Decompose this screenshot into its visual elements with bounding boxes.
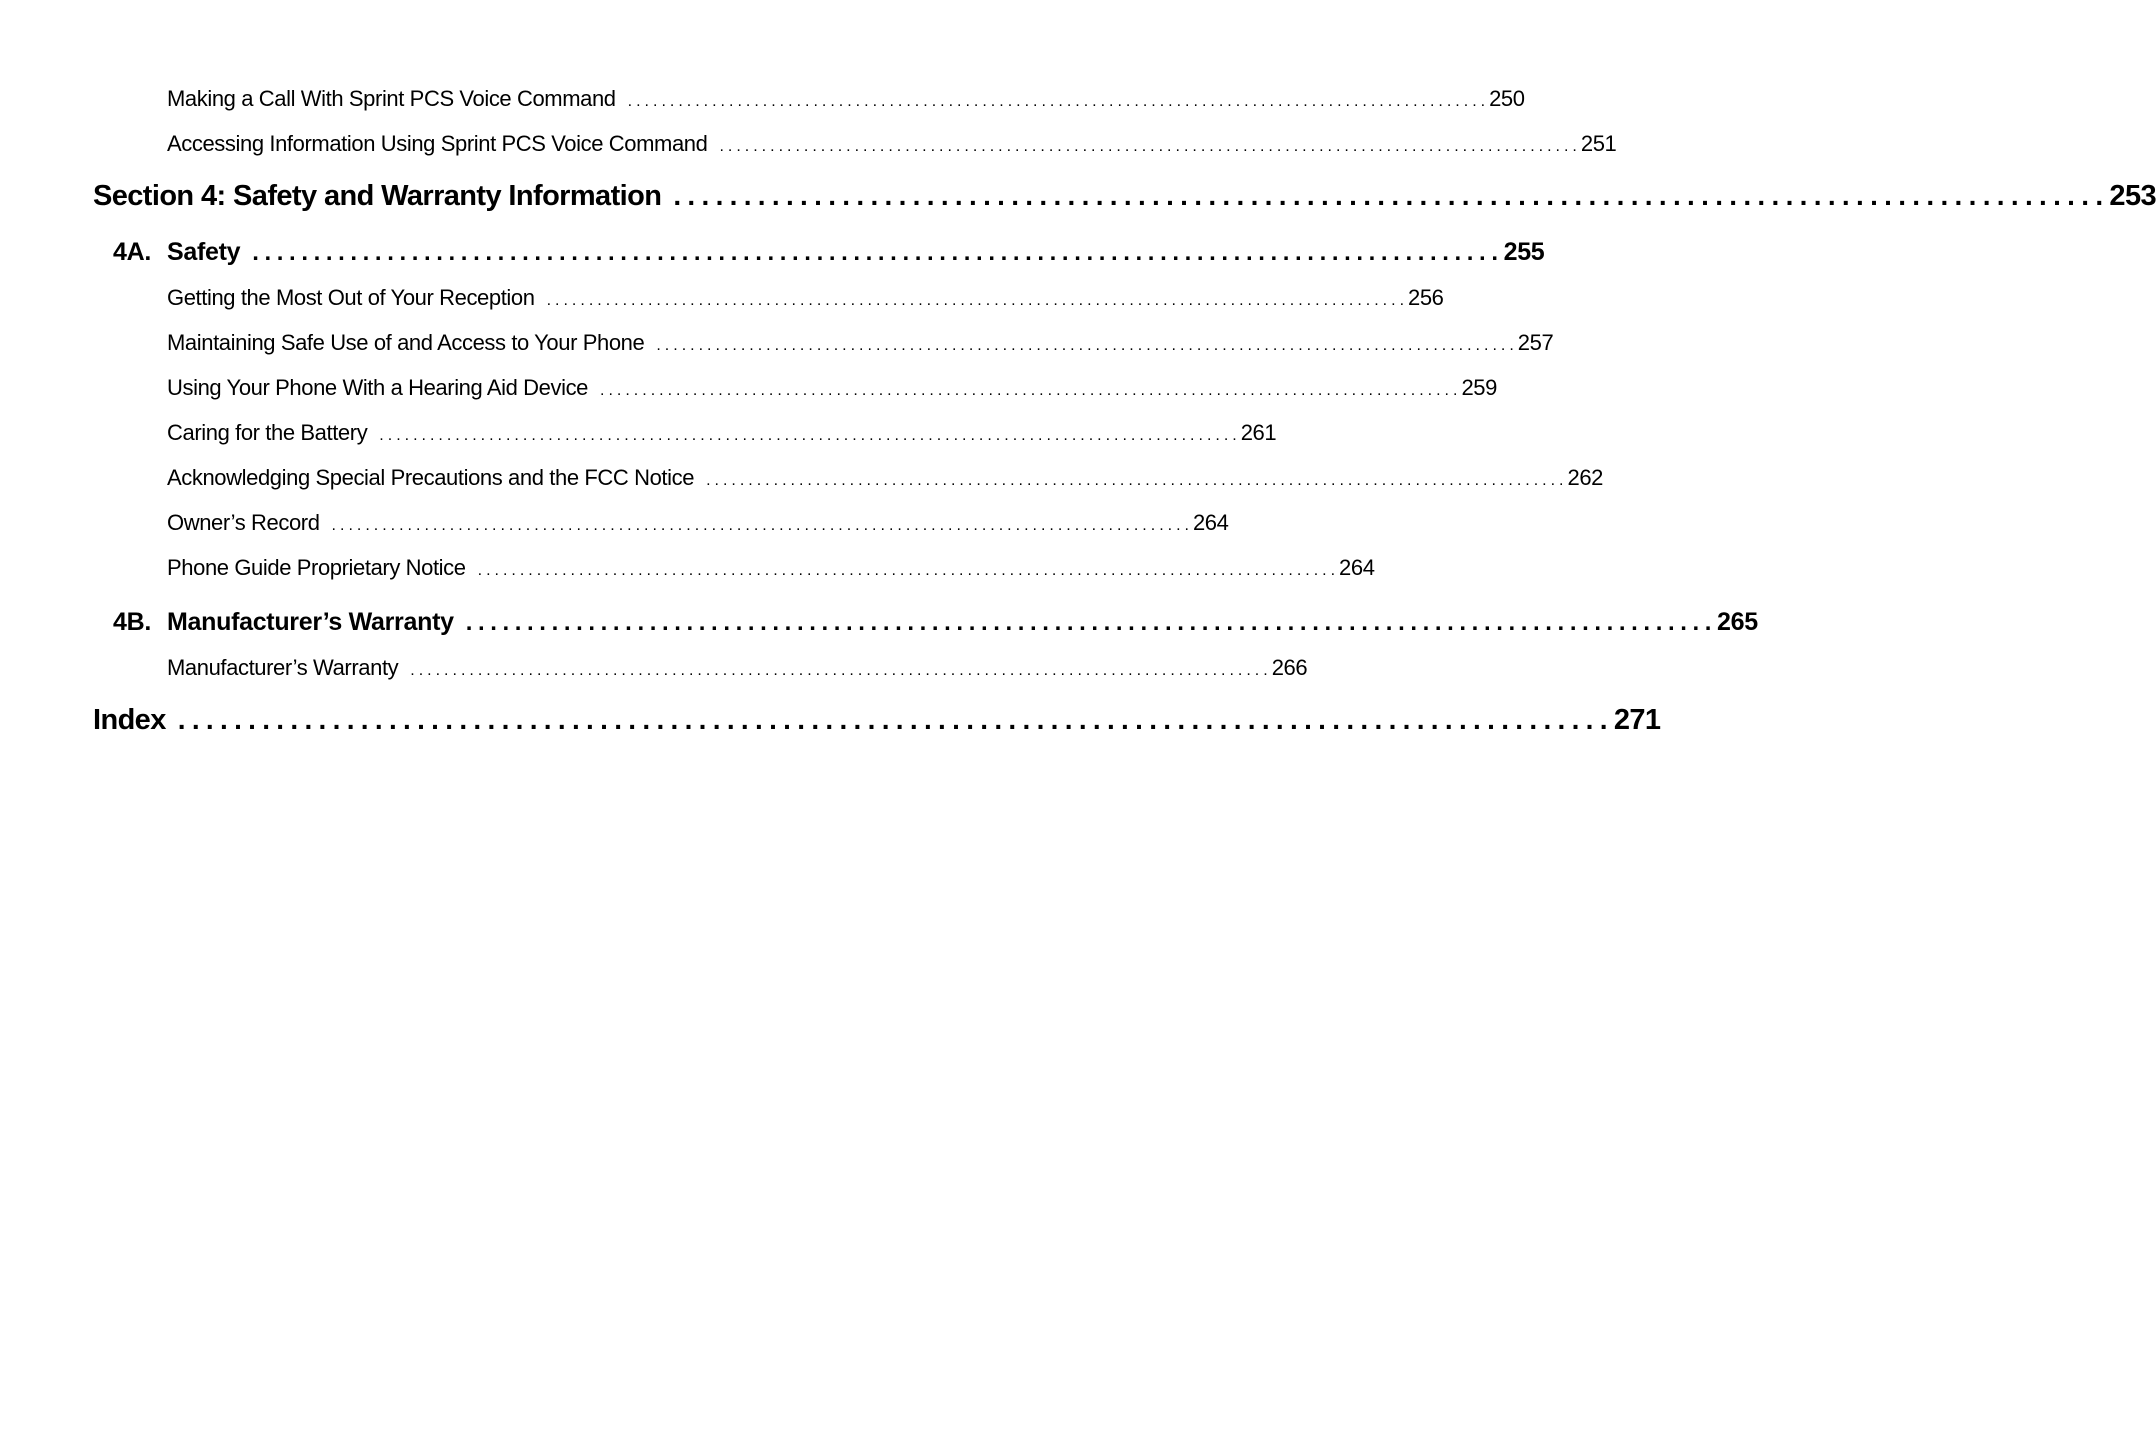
toc-chapter-number: 4A. [113,238,152,266]
toc-chapter-page: 265 [1717,608,1758,636]
toc-entry-reception[interactable] [167,285,1444,311]
toc-entry-proprietary-notice[interactable] [167,555,1375,581]
dot-leader: ...................................................................................................... [410,662,1272,679]
toc-entry-title: Caring for the Battery [167,420,368,445]
toc-entry-page: 250 [1489,86,1525,111]
dot-leader: ...................................................................................................... [331,517,1193,534]
toc-entry-title: Phone Guide Proprietary Notice [167,555,466,580]
toc-entry-owners-record[interactable] [167,510,1229,536]
toc-entry-making-a-call[interactable] [167,86,1525,112]
toc-section-page: 253 [2109,180,2156,212]
toc-index-page: 271 [1613,704,1661,736]
toc-entry-page: 262 [1567,465,1603,490]
toc-index-title: Index [93,704,166,736]
toc-chapter-4b[interactable] [113,608,1758,637]
toc-entry-page: 251 [1580,131,1617,156]
toc-entry-title: Manufacturer’s Warranty [167,655,399,680]
toc-entry-page: 259 [1461,375,1497,400]
dot-leader: ...................................................................................................... [252,239,1504,266]
toc-entry-title: Acknowledging Special Precautions and the FCC Notice [167,465,695,490]
dot-leader: ...................................................................................................... [656,337,1518,354]
toc-entry-title: Using Your Phone With a Hearing Aid Device [167,375,589,400]
dot-leader: ...................................................................................................... [719,138,1581,155]
dot-leader: ...................................................................................................... [546,292,1409,309]
toc-entry-title: Making a Call With Sprint PCS Voice Command [167,86,616,111]
toc-section-4[interactable] [93,180,2156,213]
dot-leader: ...................................................................................................... [177,704,1614,735]
toc-entry-title: Getting the Most Out of Your Reception [167,285,535,310]
toc-section-title: Section 4: Safety and Warranty Information [93,180,662,212]
toc-entry-page: 264 [1339,555,1375,580]
toc-entry-page: 261 [1240,420,1277,445]
toc-entry-accessing-information[interactable] [167,131,1617,157]
dot-leader: ...................................................................................................... [673,180,2110,211]
toc-entry-title: Maintaining Safe Use of and Access to Your Phone [167,330,645,355]
toc-entry-title: Accessing Information Using Sprint PCS Voice Command [167,131,708,156]
toc-entry-page: 264 [1192,510,1229,535]
toc-entry-manufacturers-warranty[interactable] [167,655,1308,681]
toc-chapter-4a[interactable] [113,238,1545,267]
toc-entry-page: 257 [1517,330,1554,355]
dot-leader: ...................................................................................................... [477,562,1340,579]
toc-chapter-title: Safety [167,238,241,266]
toc-entry-hearing-aid[interactable] [167,375,1497,401]
toc-chapter-title: Manufacturer’s Warranty [167,608,454,636]
dot-leader: ...................................................................................................... [706,472,1568,489]
toc-entry-page: 266 [1271,655,1308,680]
toc-entry-title: Owner’s Record [167,510,320,535]
dot-leader: ...................................................................................................... [600,382,1462,399]
toc-entry-page: 256 [1408,285,1444,310]
toc-chapter-page: 255 [1503,238,1545,266]
dot-leader: ...................................................................................................... [465,609,1718,636]
toc-entry-safe-use[interactable] [167,330,1554,356]
toc-entry-fcc-notice[interactable] [167,465,1603,491]
dot-leader: ...................................................................................................... [379,427,1241,444]
toc-chapter-number: 4B. [113,608,152,636]
toc-index[interactable] [93,704,1661,737]
dot-leader: ...................................................................................................... [627,93,1490,110]
toc-entry-battery[interactable] [167,420,1277,446]
